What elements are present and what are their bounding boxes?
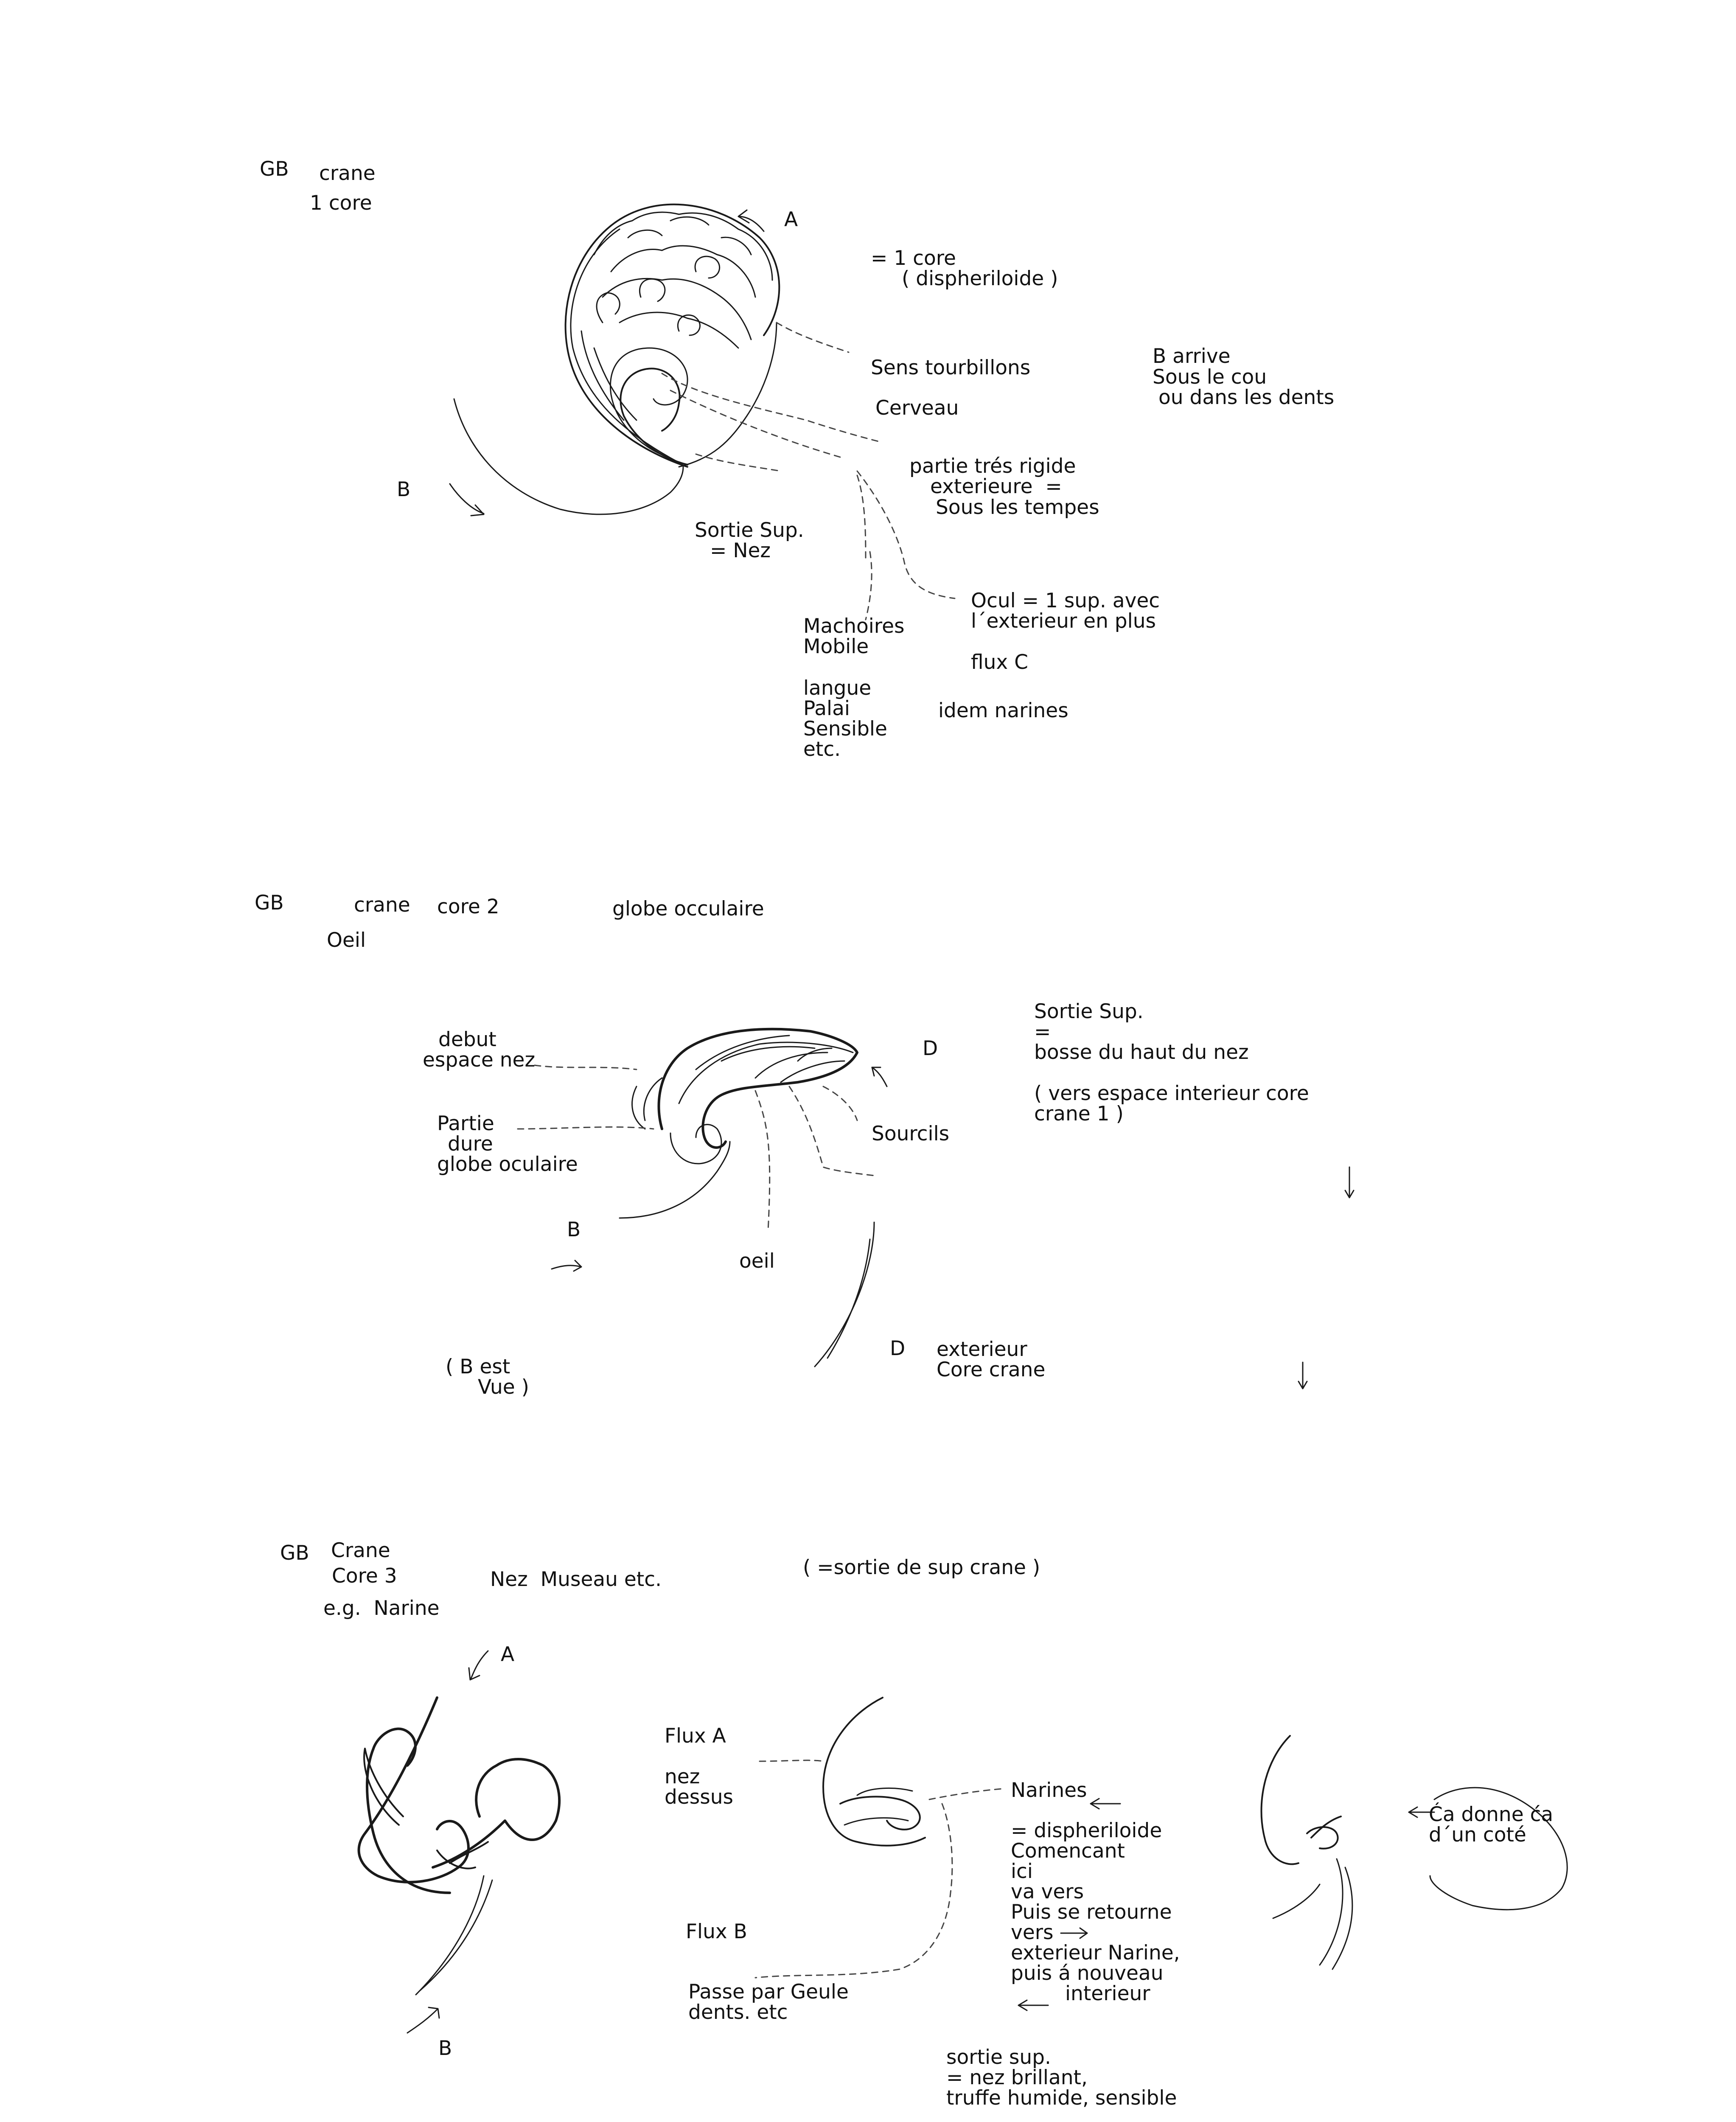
s2-partie-3: globe oculaire <box>437 1153 578 1176</box>
s3-flux-b: Flux B <box>686 1920 747 1943</box>
s3-crane-label: Crane <box>331 1539 390 1562</box>
s1-flux-c: flux C <box>971 651 1028 674</box>
s3-desc-3: ici <box>1011 1860 1033 1883</box>
s2-sourcils: Sourcils <box>872 1122 950 1145</box>
s1-ocul-1: Ocul = 1 sup. avec <box>971 589 1160 612</box>
s1-idem-narines: idem narines <box>938 699 1069 722</box>
s1-sortie-2: = Nez <box>710 539 771 562</box>
s3-passe-1: Passe par Geule <box>688 1980 849 2004</box>
s3-nez-2: dessus <box>665 1785 733 1809</box>
s2-oeil-label: oeil <box>739 1249 775 1273</box>
s1-rigide-2: exterieure = <box>930 475 1062 498</box>
s1-b-label: B <box>397 478 411 501</box>
s2-sortie-3: bosse du haut du nez <box>1034 1041 1249 1064</box>
s3-eg-label: e.g. Narine <box>323 1597 440 1620</box>
s3-desc-2: Comencant <box>1011 1839 1125 1863</box>
s3-gb-label: GB <box>280 1541 309 1565</box>
s2-gb-label: GB <box>255 891 284 915</box>
s3-desc-1: = dispheriloide <box>1011 1819 1162 1842</box>
nose-core-3-sketch <box>359 1651 1568 2033</box>
s2-d-label-2: D <box>890 1337 906 1360</box>
s2-crane-label: crane <box>354 893 410 917</box>
s1-sens-tourbillons: Sens tourbillons <box>871 356 1031 379</box>
s2-debut-1: debut <box>438 1028 496 1051</box>
s3-flux-a: Flux A <box>665 1724 726 1748</box>
s1-langue-2: Palai <box>803 697 850 720</box>
s1-langue-3: Sensible <box>803 717 887 741</box>
s1-b-arrive-3: ou dans les dents <box>1158 386 1335 409</box>
s3-desc-7: exterieur Narine, <box>1011 1941 1180 1965</box>
s3-narines: Narines <box>1011 1779 1087 1802</box>
s1-sortie-1: Sortie Sup. <box>695 519 804 542</box>
s3-b-label: B <box>438 2037 452 2060</box>
s1-rigide-3: Sous les tempes <box>936 496 1099 519</box>
s1-core-label: 1 core <box>310 191 372 215</box>
s2-oeil-title: Oeil <box>327 929 366 952</box>
s1-machoires-1: Machoires <box>803 615 905 638</box>
s3-desc-5: Puis se retourne <box>1011 1900 1172 1924</box>
s2-d-label: D <box>923 1037 938 1060</box>
s2-vers-2: crane 1 ) <box>1034 1102 1124 1126</box>
s3-desc-8: puis á nouveau <box>1011 1962 1164 1985</box>
s3-core-label: Core 3 <box>332 1564 397 1588</box>
s3-sortie-2: = nez brillant, <box>946 2066 1088 2089</box>
s1-b-arrive-1: B arrive <box>1153 345 1231 368</box>
s1-cerveau: Cerveau <box>875 396 959 420</box>
s3-desc-9: interieur <box>1065 1982 1150 2005</box>
s3-passe-2: dents. etc <box>688 2001 788 2024</box>
s3-ca-donne-1: Ća donne ća <box>1429 1803 1554 1826</box>
s3-ca-donne-2: d´un coté <box>1429 1823 1526 1847</box>
s3-a-label: A <box>501 1643 515 1666</box>
s3-desc-6: vers <box>1011 1921 1054 1944</box>
s2-sortie-1: Sortie Sup. <box>1034 1000 1144 1023</box>
s2-vers-1: ( vers espace interieur core <box>1034 1082 1309 1105</box>
s2-partie-2: dure <box>448 1132 493 1156</box>
s2-sortie-2: = <box>1034 1020 1051 1044</box>
s3-nez-museau: Nez Museau etc. <box>490 1568 662 1591</box>
s1-machoires-2: Mobile <box>803 635 869 658</box>
s1-langue-4: etc. <box>803 738 841 761</box>
s2-b-est-1: ( B est <box>446 1355 510 1378</box>
s2-debut-2: espace nez <box>423 1048 536 1072</box>
s1-b-arrive-2: Sous le cou <box>1153 365 1267 389</box>
s3-sortie-sup: ( =sortie de sup crane ) <box>803 1556 1040 1579</box>
s1-dispheriloide: ( dispheriloide ) <box>902 267 1058 290</box>
s1-crane-label: crane <box>319 162 376 185</box>
s2-exterieur-2: Core crane <box>937 1358 1046 1381</box>
s3-sortie-3: truffe humide, sensible <box>946 2086 1177 2110</box>
s2-globe-label: globe occulaire <box>612 897 764 921</box>
s3-sortie-1: sortie sup. <box>946 2046 1051 2069</box>
s1-ocul-2: l´exterieur en plus <box>971 609 1156 633</box>
s1-rigide-1: partie trés rigide <box>909 455 1076 478</box>
s1-eq-core: = 1 core <box>871 247 956 270</box>
s3-desc-4: va vers <box>1011 1880 1084 1903</box>
s2-partie-1: Partie <box>437 1112 494 1135</box>
s2-b-est-2: Vue ) <box>478 1375 529 1399</box>
s1-a-label: A <box>784 208 798 231</box>
s2-b-label: B <box>567 1218 581 1241</box>
s1-langue-1: langue <box>803 676 872 700</box>
s2-exterieur-1: exterieur <box>937 1338 1027 1361</box>
s1-gb-label: GB <box>260 157 289 181</box>
s2-core-label: core 2 <box>437 895 499 918</box>
s3-nez-1: nez <box>665 1765 700 1788</box>
